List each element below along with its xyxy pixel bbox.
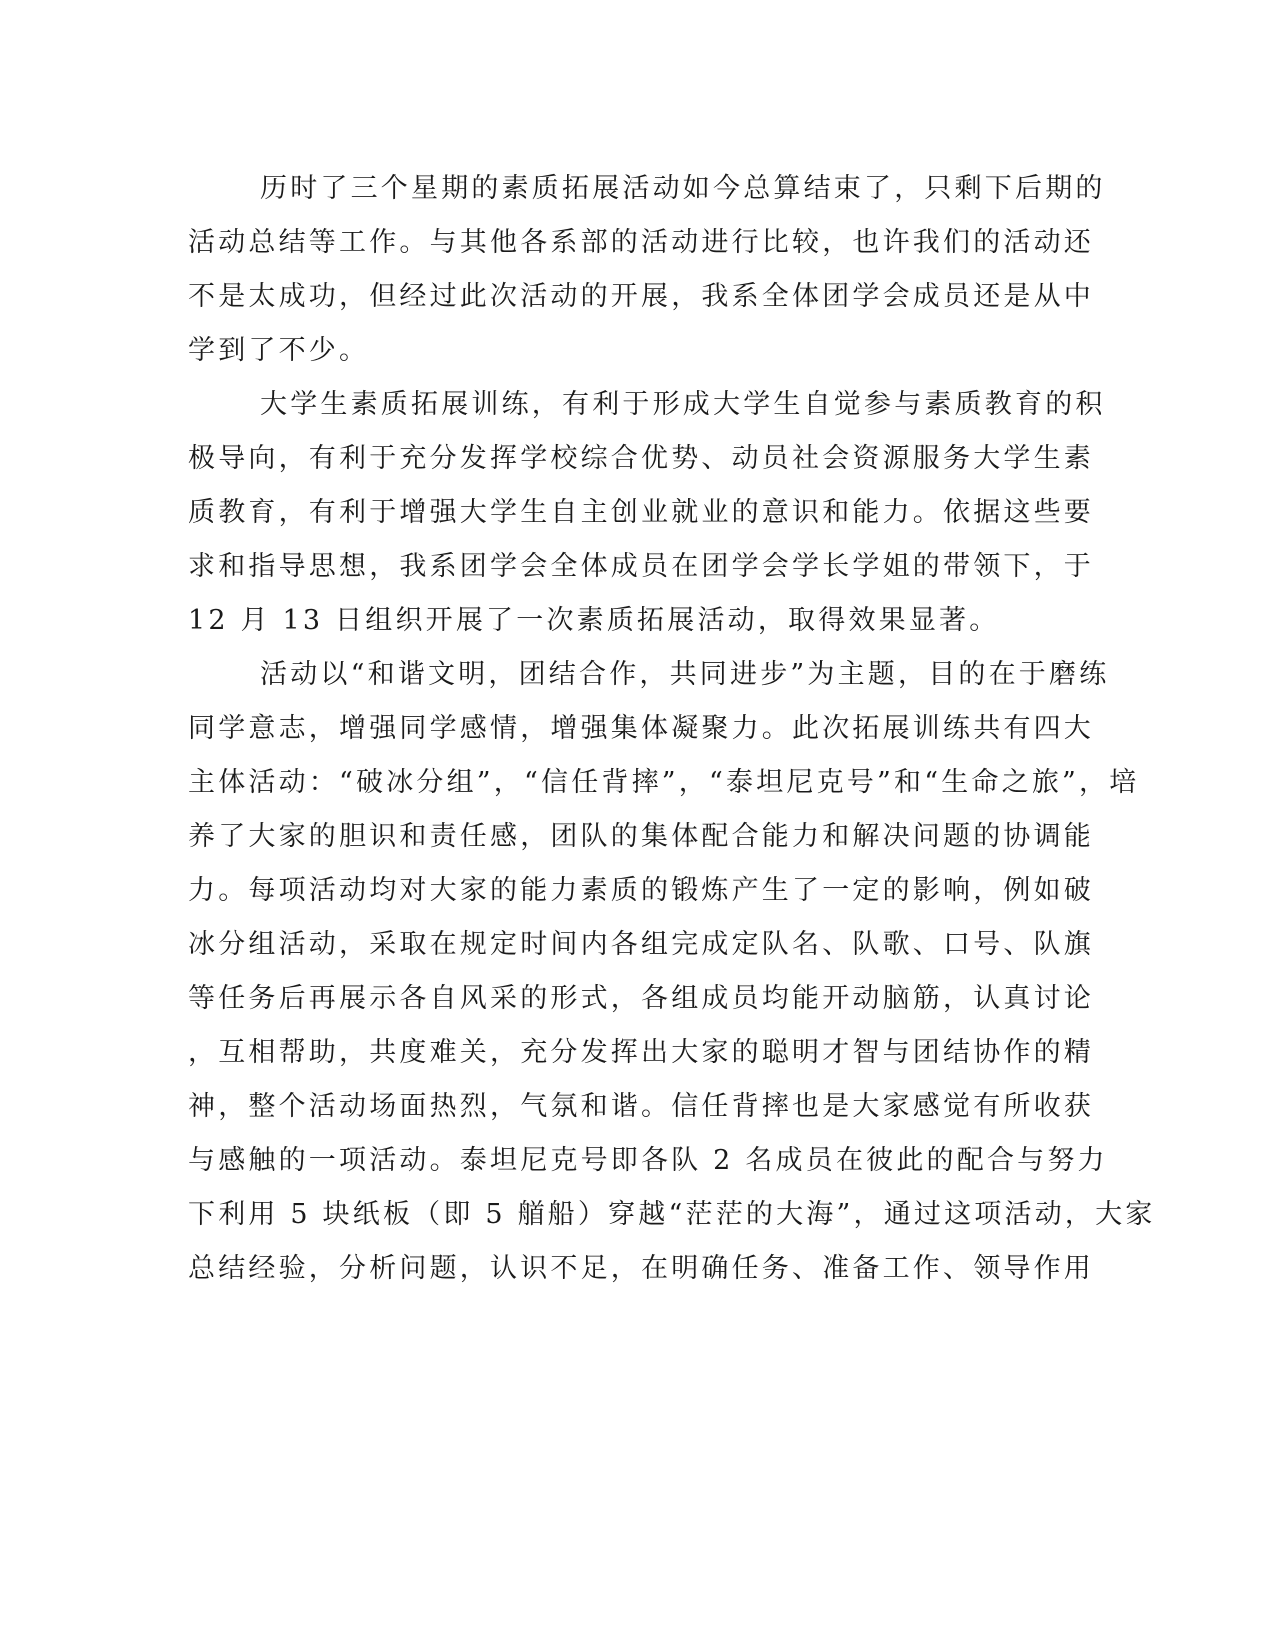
text-line: 冰分组活动，采取在规定时间内各组完成定队名、队歌、口号、队旗 bbox=[188, 929, 1094, 960]
text-line: 12 月 13 日组织开展了一次素质拓展活动，取得效果显著。 bbox=[188, 605, 1000, 636]
text-line: ，互相帮助，共度难关，充分发挥出大家的聪明才智与团结协作的精 bbox=[188, 1037, 1094, 1068]
text-line: 求和指导思想，我系团学会全体成员在团学会学长学姐的带领下，于 bbox=[188, 551, 1094, 582]
text-line: 与感触的一项活动。泰坦尼克号即各队 2 名成员在彼此的配合与努力 bbox=[188, 1145, 1108, 1176]
text-line: 历时了三个星期的素质拓展活动如今总算结束了，只剩下后期的 bbox=[260, 173, 1106, 204]
text-line: 活动总结等工作。与其他各系部的活动进行比较，也许我们的活动还 bbox=[188, 227, 1094, 258]
text-line: 质教育，有利于增强大学生自主创业就业的意识和能力。依据这些要 bbox=[188, 497, 1094, 528]
text-line: 学到了不少。 bbox=[188, 335, 370, 366]
text-line: 极导向，有利于充分发挥学校综合优势、动员社会资源服务大学生素 bbox=[188, 443, 1094, 474]
text-line: 养了大家的胆识和责任感，团队的集体配合能力和解决问题的协调能 bbox=[188, 821, 1094, 852]
paragraph-1 bbox=[188, 162, 1106, 378]
text-line: 不是太成功，但经过此次活动的开展，我系全体团学会成员还是从中 bbox=[188, 281, 1094, 312]
text-line: 大学生素质拓展训练，有利于形成大学生自觉参与素质教育的积 bbox=[260, 389, 1106, 420]
text-line: 力。每项活动均对大家的能力素质的锻炼产生了一定的影响，例如破 bbox=[188, 875, 1094, 906]
text-line: 总结经验，分析问题，认识不足，在明确任务、准备工作、领导作用 bbox=[188, 1253, 1094, 1284]
text-line: 活动以“和谐文明，团结合作，共同进步”为主题，目的在于磨练 bbox=[260, 659, 1110, 690]
paragraph-3 bbox=[188, 648, 1156, 1296]
text-line: 主体活动：“破冰分组”，“信任背摔”，“泰坦尼克号”和“生命之旅”，培 bbox=[188, 767, 1140, 798]
document-body bbox=[188, 162, 1156, 1296]
text-line: 同学意志，增强同学感情，增强集体凝聚力。此次拓展训练共有四大 bbox=[188, 713, 1094, 744]
paragraph-2 bbox=[188, 378, 1106, 648]
text-line: 神，整个活动场面热烈，气氛和谐。信任背摔也是大家感觉有所收获 bbox=[188, 1091, 1094, 1122]
text-line: 下利用 5 块纸板（即 5 艏船）穿越“茫茫的大海”，通过这项活动，大家 bbox=[188, 1199, 1156, 1230]
text-line: 等任务后再展示各自风采的形式，各组成员均能开动脑筋，认真讨论 bbox=[188, 983, 1094, 1014]
